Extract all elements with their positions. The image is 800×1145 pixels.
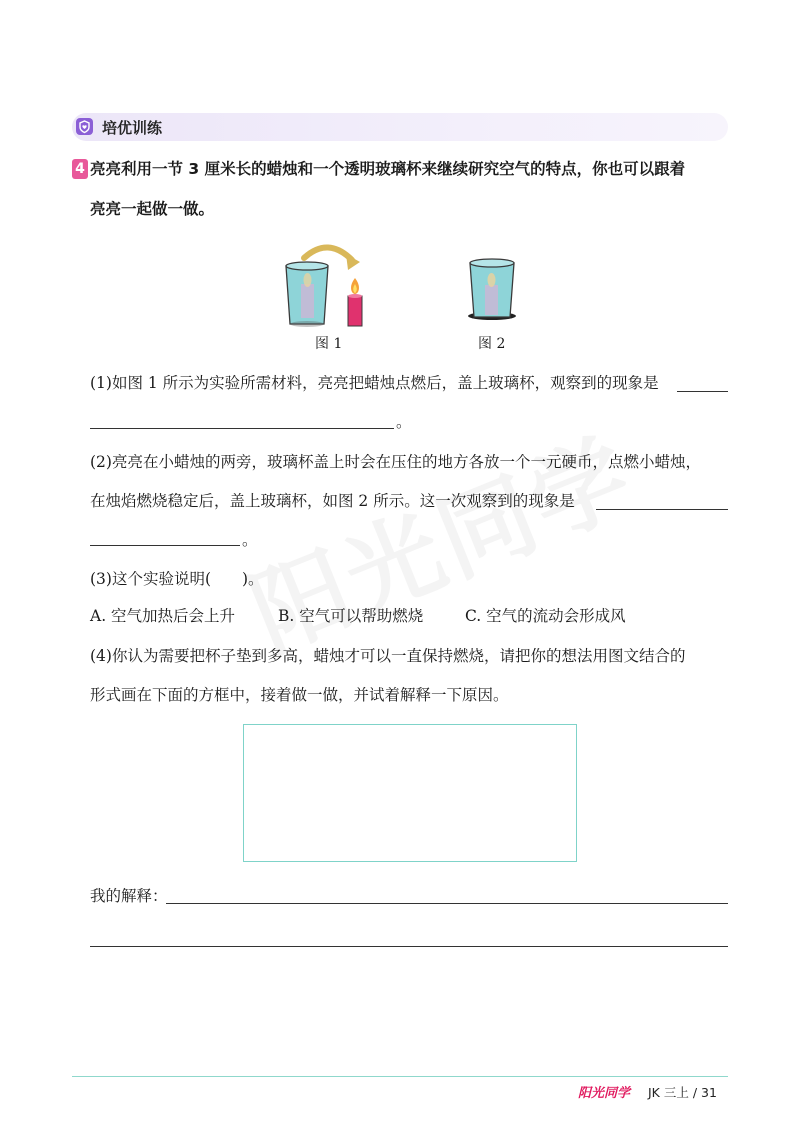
part2-blank-b[interactable] [90, 545, 240, 546]
part2-blank-a[interactable] [596, 509, 728, 510]
explanation-line-1[interactable] [166, 903, 728, 904]
part1-blank-a[interactable] [677, 391, 728, 392]
part2-line1: (2)亮亮在小蜡烛的两旁，玻璃杯盖上时会在压住的地方各放一个一元硬币，点燃小蜡烛， [90, 453, 701, 471]
part3-text: (3)这个实验说明( )。 [90, 570, 264, 588]
part1-end: 。 [396, 413, 412, 431]
option-c[interactable]: C. 空气的流动会形成风 [465, 607, 626, 625]
part1-text: (1)如图 1 所示为实验所需材料，亮亮把蜡烛点燃后，盖上玻璃杯，观察到的现象是 [90, 374, 659, 392]
question-number: 4 [72, 159, 88, 179]
explanation-line-2[interactable] [90, 946, 728, 947]
option-b[interactable]: B. 空气可以帮助燃烧 [278, 607, 424, 625]
drawing-answer-box[interactable] [243, 724, 577, 862]
explanation-label: 我的解释： [90, 887, 168, 905]
footer-logo: 阳光同学 [578, 1086, 631, 1101]
option-a[interactable]: A. 空气加热后会上升 [90, 607, 236, 625]
section-title: 培优训练 [102, 119, 163, 137]
figure-2-label: 图 2 [478, 336, 506, 352]
shield-heart-icon [76, 118, 93, 135]
figure-2-illustration [460, 255, 530, 325]
part1-blank-b[interactable] [90, 428, 394, 429]
watermark [229, 400, 651, 677]
question-intro-line2: 亮亮一起做一做。 [90, 200, 215, 218]
part4-line2: 形式画在下面的方框中，接着做一做，并试着解释一下原因。 [90, 686, 509, 704]
question-intro-line1: 亮亮利用一节 3 厘米长的蜡烛和一个透明玻璃杯来继续研究空气的特点，你也可以跟着 [90, 160, 686, 178]
part2-end: 。 [242, 531, 258, 549]
figure-1-label: 图 1 [315, 336, 343, 352]
footer-page-info: JK 三上 / 31 [648, 1085, 717, 1100]
part2-line2: 在烛焰燃烧稳定后，盖上玻璃杯，如图 2 所示。这一次观察到的现象是 [90, 492, 575, 510]
figure-1-illustration [280, 240, 380, 332]
footer-divider [72, 1076, 728, 1077]
part4-line1: (4)你认为需要把杯子垫到多高，蜡烛才可以一直保持燃烧，请把你的想法用图文结合的 [90, 647, 686, 665]
section-header [72, 113, 728, 141]
